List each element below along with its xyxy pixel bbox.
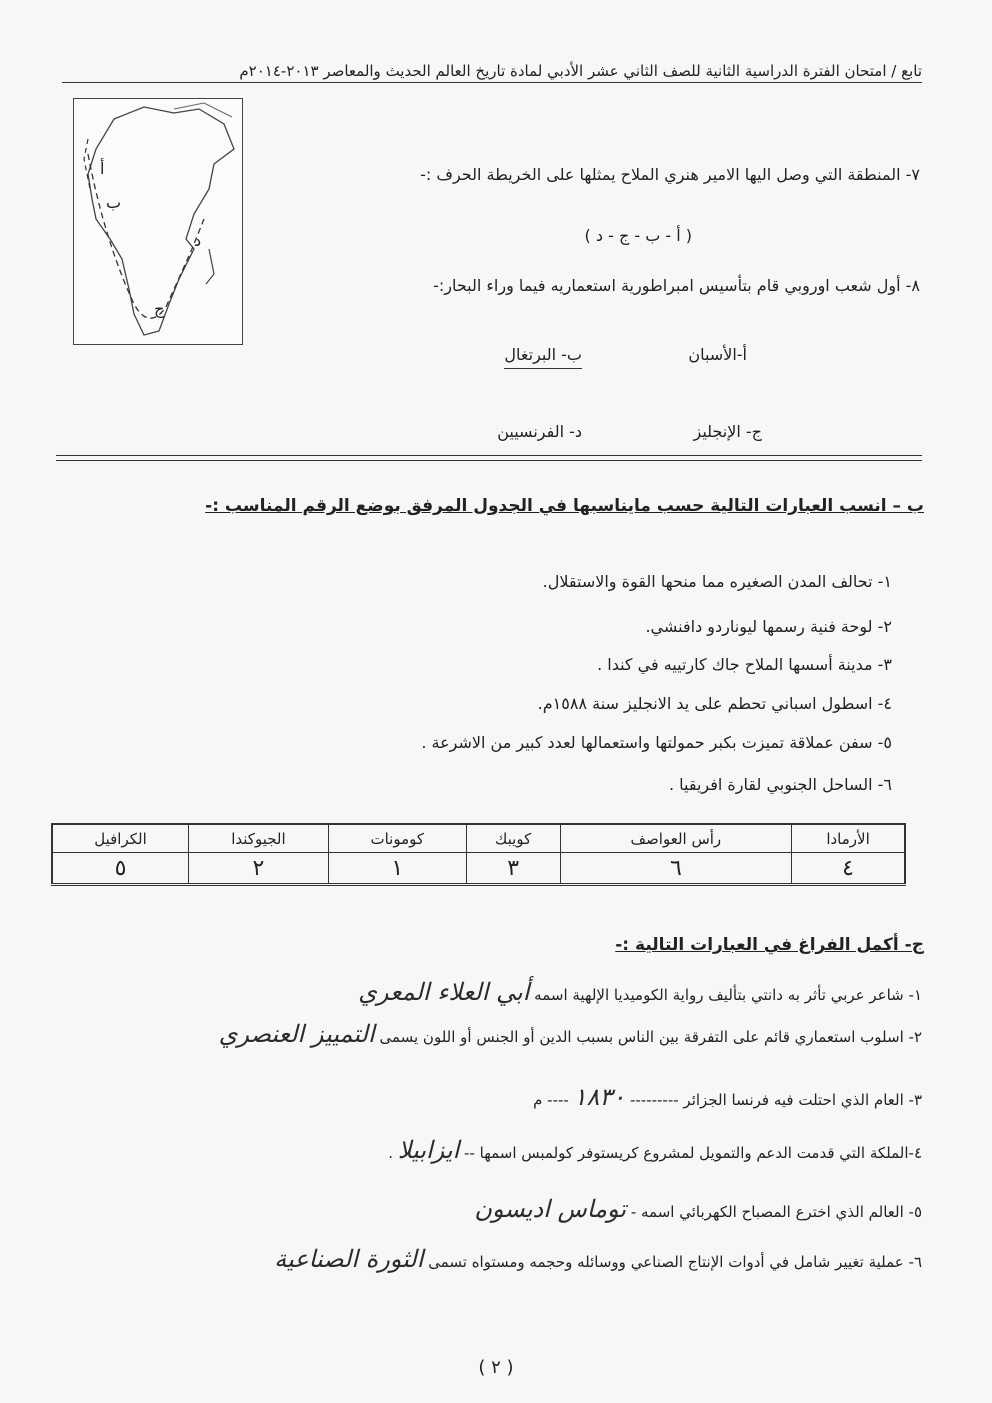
fill-item-6 bbox=[274, 1245, 922, 1273]
fill-item-answer[interactable]: توماس اديسون bbox=[474, 1195, 627, 1223]
table-answer-cell[interactable]: ٢ bbox=[188, 853, 328, 885]
fill-item-2 bbox=[219, 1020, 922, 1048]
table-header-cell: الكرافيل bbox=[52, 824, 188, 853]
table-answer-cell[interactable]: ٤ bbox=[792, 853, 905, 885]
fill-item-suffix: . bbox=[388, 1144, 393, 1162]
table-header-cell: الجيوكندا bbox=[188, 824, 328, 853]
question-8: ٨- أول شعب اوروبي قام بتأسيس امبراطورية استعماريه فيما وراء البحار:- bbox=[433, 276, 920, 295]
map-label-jim: ج bbox=[154, 299, 165, 318]
fill-item-answer[interactable]: ١٨٣٠ bbox=[573, 1083, 626, 1111]
fill-item-text: ٣- العام الذي احتلت فيه فرنسا الجزائر --------- bbox=[629, 1091, 922, 1109]
table-header-cell: كويبك bbox=[466, 824, 560, 853]
map-label-alif: أ bbox=[100, 159, 105, 178]
table-answer-cell[interactable]: ٥ bbox=[52, 853, 188, 885]
statement-5: ٥- سفن عملاقة تميزت بكبر حمولتها واستعمالها لعدد كبير من الاشرعة . bbox=[421, 733, 892, 752]
section-b-title: ب – انسب العبارات التالية حسب مايناسبها في الجدول المرفق بوضع الرقم المناسب :- bbox=[205, 496, 924, 516]
question-7: ٧- المنطقة التي وصل اليها الامير هنري الملاح يمثلها على الخريطة الحرف :- bbox=[420, 165, 920, 184]
map-label-dal: د bbox=[194, 231, 202, 250]
fill-item-text: ٢- اسلوب استعماري قائم على التفرقة بين الناس بسبب الدين أو الجنس أو اللون يسمى bbox=[379, 1028, 922, 1046]
fill-item-text: ٦- عملية تغيير شامل في أدوات الإنتاج الصناعي ووسائله وحجمه ومستواه تسمى bbox=[428, 1253, 922, 1271]
fill-item-1 bbox=[358, 978, 922, 1006]
fill-item-3 bbox=[533, 1083, 922, 1111]
statement-4: ٤- اسطول اسباني تحطم على يد الانجليز سنة ١٥٨٨م. bbox=[537, 694, 892, 713]
fill-item-answer[interactable]: الثورة الصناعية bbox=[274, 1245, 424, 1273]
statement-2: ٢- لوحة فنية رسمها ليوناردو دافنشي. bbox=[645, 617, 892, 636]
fill-item-text: ٥- العالم الذي اخترع المصباح الكهربائي اسمه - bbox=[630, 1203, 922, 1221]
fill-item-4 bbox=[388, 1136, 922, 1164]
separator bbox=[56, 460, 922, 461]
q8-option-b: ب- البرتغال bbox=[504, 345, 582, 369]
table-header-row bbox=[52, 824, 905, 853]
statement-6: ٦- الساحل الجنوبي لقارة افريقيا . bbox=[668, 775, 892, 794]
fill-item-answer[interactable]: أبي العلاء المعري bbox=[358, 978, 530, 1006]
table-answer-cell[interactable]: ٣ bbox=[466, 853, 560, 885]
statement-3: ٣- مدينة أسسها الملاح جاك كارتييه في كندا . bbox=[597, 655, 892, 674]
q8-option-d: د- الفرنسيين bbox=[497, 422, 582, 441]
table-answer-cell[interactable]: ٦ bbox=[560, 853, 791, 885]
table-answer-cell[interactable]: ١ bbox=[328, 853, 466, 885]
table-header-cell: كومونات bbox=[328, 824, 466, 853]
fill-item-suffix: ---- م bbox=[533, 1091, 569, 1109]
q8-option-a: أ-الأسبان bbox=[688, 345, 747, 364]
fill-item-answer[interactable]: ايزابيلا bbox=[397, 1136, 460, 1164]
africa-map bbox=[73, 98, 243, 345]
fill-item-answer[interactable]: التمييز العنصري bbox=[218, 1020, 375, 1048]
table-header-cell: رأس العواصف bbox=[560, 824, 791, 853]
section-c-title: ج- أكمل الفراغ في العبارات التالية :- bbox=[615, 935, 924, 955]
question-7-options: ( أ - ب - ج - د ) bbox=[584, 226, 692, 245]
map-label-ba: ب bbox=[106, 193, 122, 212]
table-answer-row bbox=[52, 853, 905, 885]
fill-item-5 bbox=[474, 1195, 922, 1223]
fill-item-text: ٤-الملكة التي قدمت الدعم والتمويل لمشروع كريستوفر كولمبس اسمها -- bbox=[464, 1144, 922, 1162]
page-number: ( ٢ ) bbox=[478, 1357, 514, 1378]
separator bbox=[56, 455, 922, 456]
q8-option-c: ج- الإنجليز bbox=[693, 422, 762, 441]
fill-item-text: ١- شاعر عربي تأثر به دانتي بتأليف رواية الكوميديا الإلهية اسمه bbox=[534, 986, 922, 1004]
matching-table bbox=[51, 823, 906, 886]
exam-header: تابع / امتحان الفترة الدراسية الثانية للصف الثاني عشر الأدبي لمادة تاريخ العالم الحديث والمعاصر ٢٠١٣-٢٠١٤م bbox=[62, 62, 922, 83]
statement-1: ١- تحالف المدن الصغيره مما منحها القوة والاستقلال. bbox=[542, 572, 892, 591]
table-header-cell: الأرمادا bbox=[792, 824, 905, 853]
